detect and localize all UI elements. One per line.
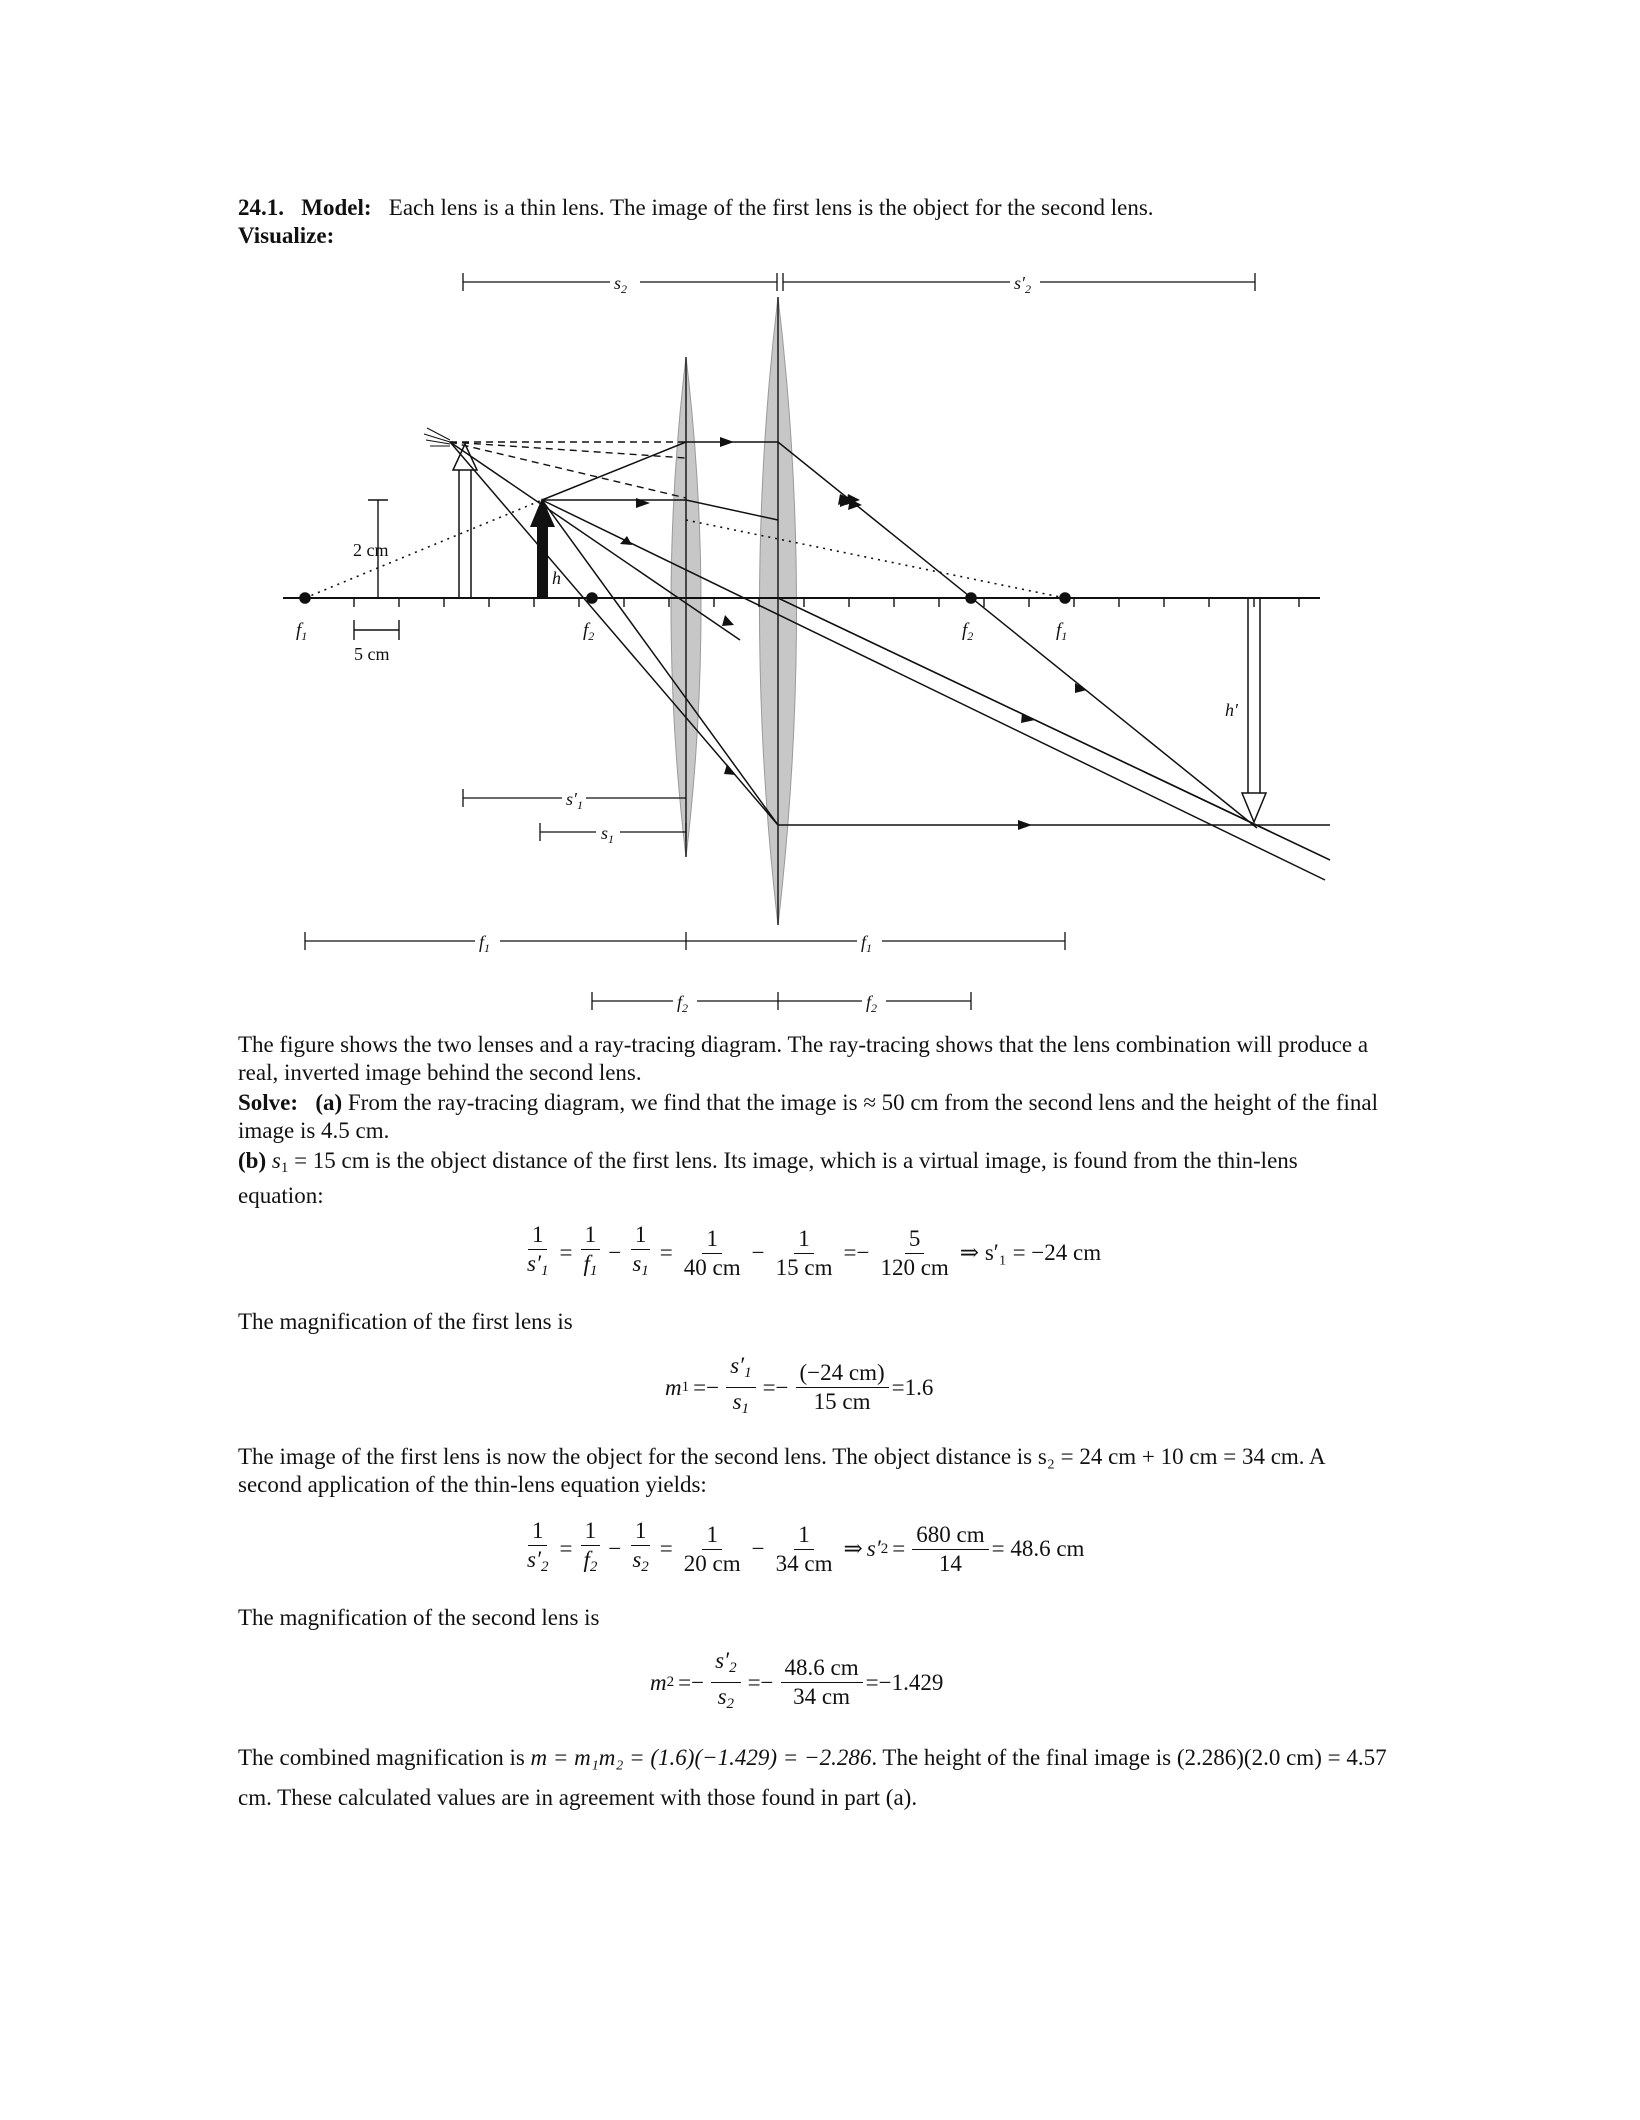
magnification-1-equation: m 1 =− $\frac{s'_1}{s_1}$ =− $\frac{(-24 cm)}{15 cm}$ =1.6 bbox=[665, 1353, 934, 1417]
label-f2-dim-left: $f_2$ bbox=[677, 992, 689, 1015]
combined-magnification-text: The combined magnification is m = m₁m₂ = (1.6)(−1.429) = −2.286. The height of the final image is (2.286)(2.0 cm) = 4.57 cm. These calculated values are in agreement with those found in part (a). bbox=[238, 1745, 1387, 1810]
virtual-image-arrow bbox=[453, 444, 477, 598]
ray-diagram bbox=[0, 260, 1640, 1020]
part-b: (b) $s_1 = 15$ cm is the object distance of the first lens. Its image, which is a virtual image, is found from the thin-lens equation: bbox=[238, 1148, 1298, 1208]
label-f1-left: $f_1$ bbox=[296, 620, 308, 643]
solve-part-a bbox=[238, 1089, 1388, 1145]
label-f2-dim-right: $f_2$ bbox=[866, 992, 878, 1015]
label-5cm: 5 cm bbox=[354, 644, 390, 664]
figure-description: The figure shows the two lenses and a ray-tracing diagram. The ray-tracing shows that the lens combination will produce a real, inverted image behind the second lens. bbox=[238, 1032, 1369, 1085]
dimension-f1 bbox=[305, 932, 1065, 950]
label-h-prime: h′ bbox=[1225, 700, 1238, 720]
label-f1-dim-left: $f_1$ bbox=[479, 932, 491, 955]
combined-equation: m = m₁m₂ = (1.6)(−1.429) = −2.286 bbox=[530, 1745, 872, 1770]
part-a-text: From the ray-tracing diagram, we find that the image is ≈ 50 cm from the second lens and the height of the final image is 4.5 cm. bbox=[238, 1090, 1378, 1143]
dimension-f2 bbox=[592, 992, 971, 1010]
mag2-intro: The magnification of the second lens is bbox=[238, 1605, 600, 1630]
thin-lens-equation-1: $\frac{1}{s'_1}$ = $\frac{1}{f_1}$ − $\frac{1}{s_1}$ = $\frac{1}{40 cm}$ − $\frac{1}{15 cm}$ =− $\frac{5}{120 cm}$ ⇒ s′₁ = −24 cm bbox=[527, 1222, 1102, 1280]
scale-5cm bbox=[354, 620, 399, 640]
dimension-s2 bbox=[463, 273, 1255, 291]
label-f2-left: $f_2$ bbox=[583, 620, 595, 643]
part-b-text: = 15 cm is the object distance of the first lens. Its image, which is a virtual image, is found from the thin-lens equation: bbox=[238, 1148, 1298, 1208]
label-f1-dim-right: $f_1$ bbox=[861, 932, 873, 955]
part-b-label: (b) bbox=[238, 1148, 267, 1173]
optical-axis bbox=[283, 598, 1320, 607]
label-h: h bbox=[552, 568, 561, 588]
solve-label: Solve: bbox=[238, 1090, 299, 1115]
final-image-arrow bbox=[1242, 598, 1266, 822]
magnification-2-equation: m 2 =− $\frac{s'_2}{s_2}$ =− $\frac{48.6 cm}{34 cm}$ =−1.429 bbox=[650, 1648, 944, 1712]
part-b-var: s bbox=[271, 1148, 281, 1173]
solid-rays bbox=[450, 442, 1330, 880]
virtual-image-rays bbox=[424, 428, 450, 446]
label-s2: $s_2$ bbox=[614, 273, 628, 296]
label-f2-right: $f_2$ bbox=[962, 620, 974, 643]
label-2cm: 2 cm bbox=[353, 540, 389, 560]
thin-lens-equation-2: $\frac{1}{s'_2}$ = $\frac{1}{f_2}$ − $\frac{1}{s_2}$ = $\frac{1}{20 cm}$ − $\frac{1}{34 cm}$ ⇒ s′ 2 = $\frac{680 cm}{14}$ = 48.6 cm bbox=[527, 1518, 1085, 1576]
eq1-result: ⇒ s′₁ = −24 cm bbox=[959, 1240, 1102, 1265]
model-text: Each lens is a thin lens. The image of the first lens is the object for the second lens. bbox=[388, 195, 1154, 220]
visualize-label: Visualize: bbox=[238, 223, 335, 248]
part-a-label: (a) bbox=[315, 1090, 343, 1115]
problem-number: 24.1. bbox=[238, 195, 284, 220]
problem-header bbox=[238, 194, 1388, 222]
mag1-intro: The magnification of the first lens is bbox=[238, 1309, 573, 1334]
label-s1: $s_1$ bbox=[601, 823, 615, 846]
object-distance-text: The image of the first lens is now the object for the second lens. The object distance is s₂ = 24 cm + 10 cm = 34 cm. A second application of the thin-lens equation yields: bbox=[238, 1444, 1325, 1497]
label-f1-right: $f_1$ bbox=[1056, 620, 1068, 643]
label-s2-prime: $s'_2$ bbox=[1014, 273, 1031, 296]
model-label: Model: bbox=[301, 195, 372, 220]
focal-point-f2-left bbox=[587, 593, 597, 603]
label-s1-prime: $s'_1$ bbox=[566, 789, 583, 812]
